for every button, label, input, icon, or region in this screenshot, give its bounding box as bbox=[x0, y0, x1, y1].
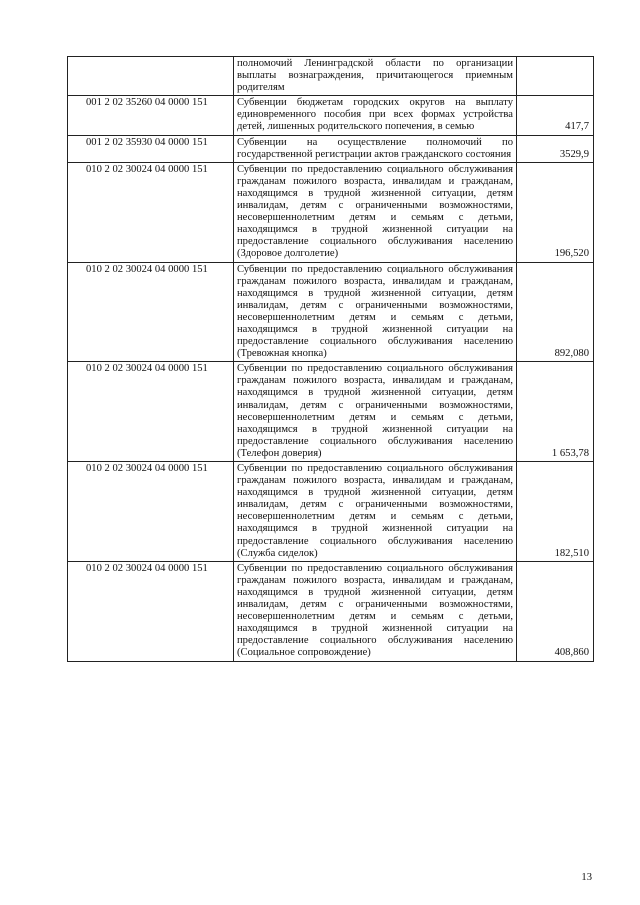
revenue-code-cell: 010 2 02 30024 04 0000 151 bbox=[68, 362, 234, 462]
table-row bbox=[68, 162, 594, 262]
page-number: 13 bbox=[581, 872, 592, 883]
amount-cell bbox=[517, 57, 594, 96]
table-row bbox=[68, 362, 594, 462]
revenue-name-cell: Субвенции по предоставлению социального обслуживания гражданам пожилого возраста, инвалидам и гражданам, находящимся в трудной жизненной ситуации, детям инвалидам, детям с ограниченными возможностями, несовершеннолетним детям и семьям с детьми, находящимся в трудной жизненной ситуации на предоставление социального обслуживания населению (Тревожная кнопка) bbox=[234, 262, 517, 362]
revenue-name-cell: Субвенции по предоставлению социального обслуживания гражданам пожилого возраста, инвалидам и гражданам, находящимся в трудной жизненной ситуации, детям инвалидам, детям с ограниченными возможностями, несовершеннолетним детям и семьям с детьми, находящимся в трудной жизненной ситуации на предоставление социального обслуживания населению (Здоровое долголетие) bbox=[234, 162, 517, 262]
table-row bbox=[68, 262, 594, 362]
revenue-code-cell: 001 2 02 35930 04 0000 151 bbox=[68, 135, 234, 162]
revenue-code-cell: 010 2 02 30024 04 0000 151 bbox=[68, 462, 234, 562]
table-row bbox=[68, 57, 594, 96]
table-row bbox=[68, 96, 594, 135]
amount-cell: 196,520 bbox=[517, 162, 594, 262]
table-row bbox=[68, 561, 594, 661]
table-row bbox=[68, 462, 594, 562]
amount-cell: 892,080 bbox=[517, 262, 594, 362]
amount-cell: 182,510 bbox=[517, 462, 594, 562]
revenue-name-cell: Субвенции по предоставлению социального обслуживания гражданам пожилого возраста, инвалидам и гражданам, находящимся в трудной жизненной ситуации, детям инвалидам, детям с ограниченными возможностями, несовершеннолетним детям и семьям с детьми, находящимся в трудной жизненной ситуации на предоставление социального обслуживания населению (Социальное сопровождение) bbox=[234, 561, 517, 661]
revenue-code-cell: 010 2 02 30024 04 0000 151 bbox=[68, 561, 234, 661]
revenue-name-cell: Субвенции на осуществление полномочий по государственной регистрации актов гражданского состояния bbox=[234, 135, 517, 162]
amount-cell: 3529,9 bbox=[517, 135, 594, 162]
amount-cell: 408,860 bbox=[517, 561, 594, 661]
revenue-name-cell: Субвенции по предоставлению социального обслуживания гражданам пожилого возраста, инвалидам и гражданам, находящимся в трудной жизненной ситуации, детям инвалидам, детям с ограниченными возможностями, несовершеннолетним детям и семьям с детьми, находящимся в трудной жизненной ситуации на предоставление социального обслуживания населению (Служба сиделок) bbox=[234, 462, 517, 562]
revenue-code-cell bbox=[68, 57, 234, 96]
revenue-code-cell: 010 2 02 30024 04 0000 151 bbox=[68, 162, 234, 262]
revenue-code-cell: 001 2 02 35260 04 0000 151 bbox=[68, 96, 234, 135]
revenue-name-cell: полномочий Ленинградской области по организации выплаты вознаграждения, причитающегося приемным родителям bbox=[234, 57, 517, 96]
amount-cell: 1 653,78 bbox=[517, 362, 594, 462]
revenue-name-cell: Субвенции по предоставлению социального обслуживания гражданам пожилого возраста, инвалидам и гражданам, находящимся в трудной жизненной ситуации, детям инвалидам, детям с ограниченными возможностями, несовершеннолетним детям и семьям с детьми, находящимся в трудной жизненной ситуации на предоставление социального обслуживания населению (Телефон доверия) bbox=[234, 362, 517, 462]
budget-table bbox=[67, 56, 594, 662]
revenue-name-cell: Субвенции бюджетам городских округов на выплату единовременного пособия при всех формах устройства детей, лишенных родительского попечения, в семью bbox=[234, 96, 517, 135]
table-row bbox=[68, 135, 594, 162]
amount-cell: 417,7 bbox=[517, 96, 594, 135]
revenue-code-cell: 010 2 02 30024 04 0000 151 bbox=[68, 262, 234, 362]
